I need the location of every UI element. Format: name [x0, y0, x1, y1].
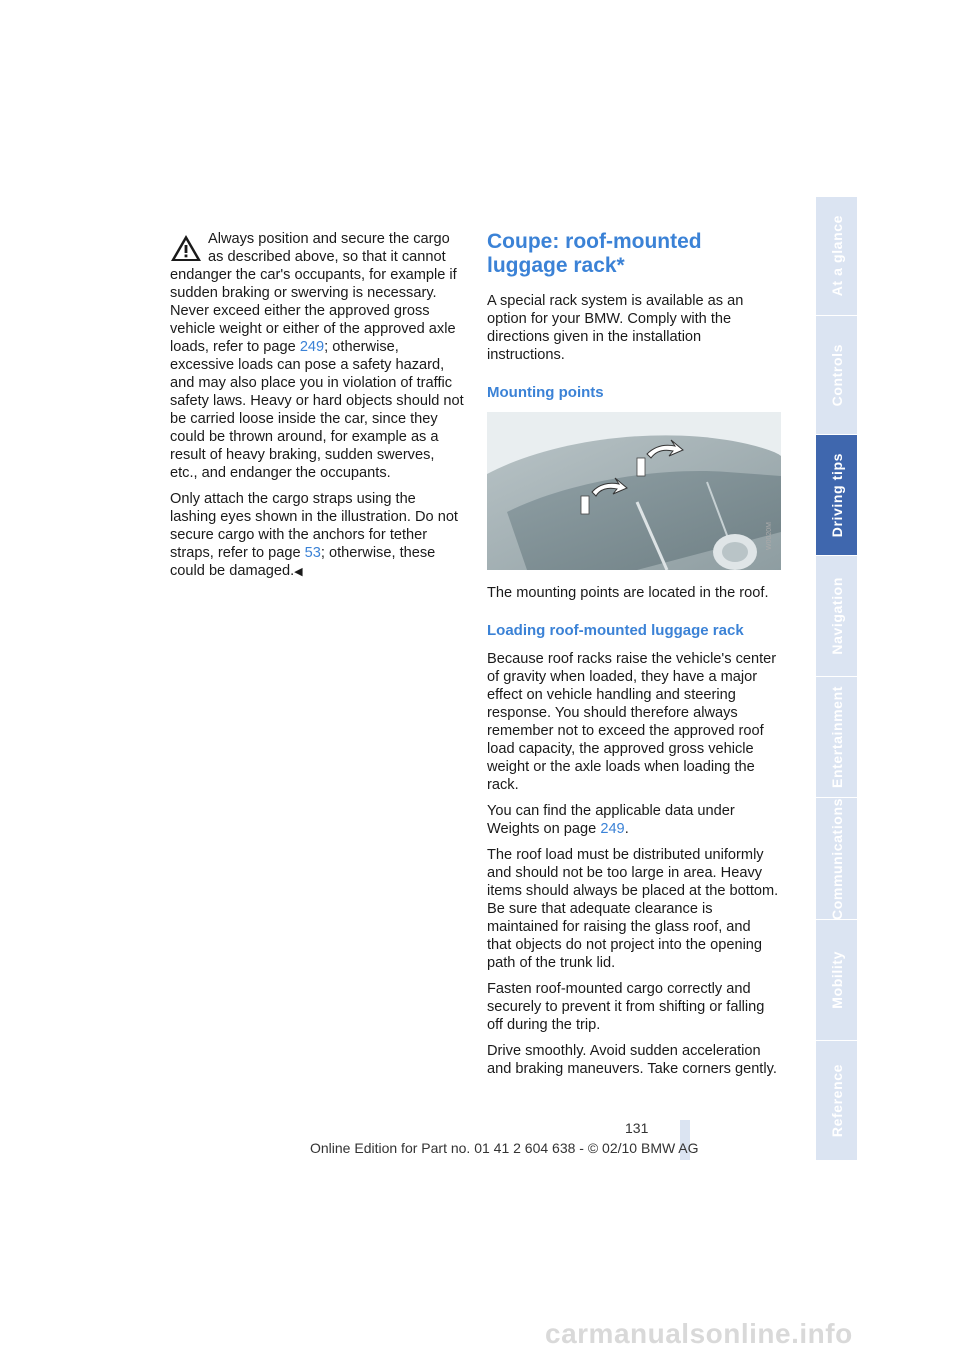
loading-paragraph-3: The roof load must be distributed uniformly and should not be too large in area. Heavy items should always be placed at the bottom. Be sure that adequate clearance is maintained for raising the glass roof, and that objects do not project into the opening path of the trunk lid.: [487, 847, 779, 971]
strap-paragraph: [170, 490, 464, 581]
car-roof-drawing: [487, 412, 781, 570]
tab-driving-tips[interactable]: [816, 435, 857, 556]
tab-entertainment[interactable]: [816, 677, 857, 798]
section-heading: Coupe: roof-mounted luggage rack*: [487, 230, 702, 277]
loading-paragraph-1: Because roof racks raise the vehicle's center of gravity when loaded, they have a major effect on vehicle handling and steering response. You should therefore always remember not to exceed the approved roof load capacity, the approved gross vehicle weight or the axle loads when loading the rack.: [487, 651, 777, 793]
end-mark-icon: ◀: [294, 566, 303, 578]
page-link-53[interactable]: 53: [304, 545, 321, 561]
tab-navigation[interactable]: [816, 556, 857, 677]
mounting-points-heading: Mounting points: [487, 384, 604, 401]
tab-communications[interactable]: [816, 798, 857, 920]
figure-code: W0020M: [766, 522, 773, 551]
strap-text-1: Only attach the cargo straps using the lashing eyes shown in the illustration. Do not secure cargo with the anchors for tether straps, refer to page: [170, 491, 458, 561]
loading-heading: Loading roof-mounted luggage rack: [487, 622, 744, 639]
edition-line: Online Edition for Part no. 01 41 2 604 638 - © 02/10 BMW AG: [310, 1140, 699, 1156]
mounting-caption: The mounting points are located in the roof.: [487, 585, 769, 601]
tab-reference[interactable]: [816, 1041, 857, 1160]
chapter-tabs: [816, 197, 857, 1160]
page-link-249-b[interactable]: 249: [600, 821, 625, 837]
strap-text-2: ; otherwise, these could be damaged.: [170, 545, 436, 579]
warning-text-2: ; otherwise, excessive loads can pose a safety hazard, and may also place you in violation of traffic safety laws. Heavy or hard objects should not be carried loose inside the car, since they could be thrown around, for example as a result of heavy braking, sudden swerves, etc., and endanger the occupants.: [170, 339, 464, 481]
page-number: 131: [625, 1120, 649, 1136]
tab-label: Communications: [828, 797, 845, 920]
tab-label: Controls: [828, 343, 845, 407]
tab-at-a-glance[interactable]: [816, 197, 857, 316]
loading-paragraph-4: Fasten roof-mounted cargo correctly and securely to prevent it from shifting or falling off during the trip.: [487, 981, 765, 1033]
tab-mobility[interactable]: [816, 920, 857, 1041]
page-link-249[interactable]: 249: [299, 339, 325, 355]
tab-label: Reference: [828, 1063, 845, 1138]
tab-label: Driving tips: [828, 452, 845, 538]
intro-paragraph: A special rack system is available as an option for your BMW. Comply with the directions given in the installation instructions.: [487, 293, 744, 363]
tab-label: Mobility: [828, 951, 845, 1009]
tab-label: Navigation: [828, 577, 845, 655]
roof-mounting-illustration: [487, 412, 781, 570]
left-column: [170, 230, 464, 589]
loading-paragraph-5: Drive smoothly. Avoid sudden acceleration and braking maneuvers. Take corners gently.: [487, 1043, 777, 1077]
watermark: carmanualsonline.info: [545, 1318, 853, 1349]
tab-label: At a glance: [828, 215, 845, 297]
tab-label: Entertainment: [828, 686, 845, 788]
right-column: [487, 230, 779, 1086]
warning-text-1: Always position and secure the cargo as described above, so that it cannot endanger the car's occupants, for example if sudden braking or swerving is necessary. Never exceed either the approved gross vehicle weight or either of the approved axle loads, refer to page: [170, 231, 457, 355]
loading-paragraph-2: [487, 802, 779, 838]
warning-triangle-icon: [170, 234, 202, 262]
warning-paragraph: [170, 230, 464, 482]
tab-controls[interactable]: [816, 316, 857, 435]
weights-text-end: .: [624, 821, 629, 837]
weights-text: You can find the applicable data under Weights on page: [487, 803, 735, 837]
